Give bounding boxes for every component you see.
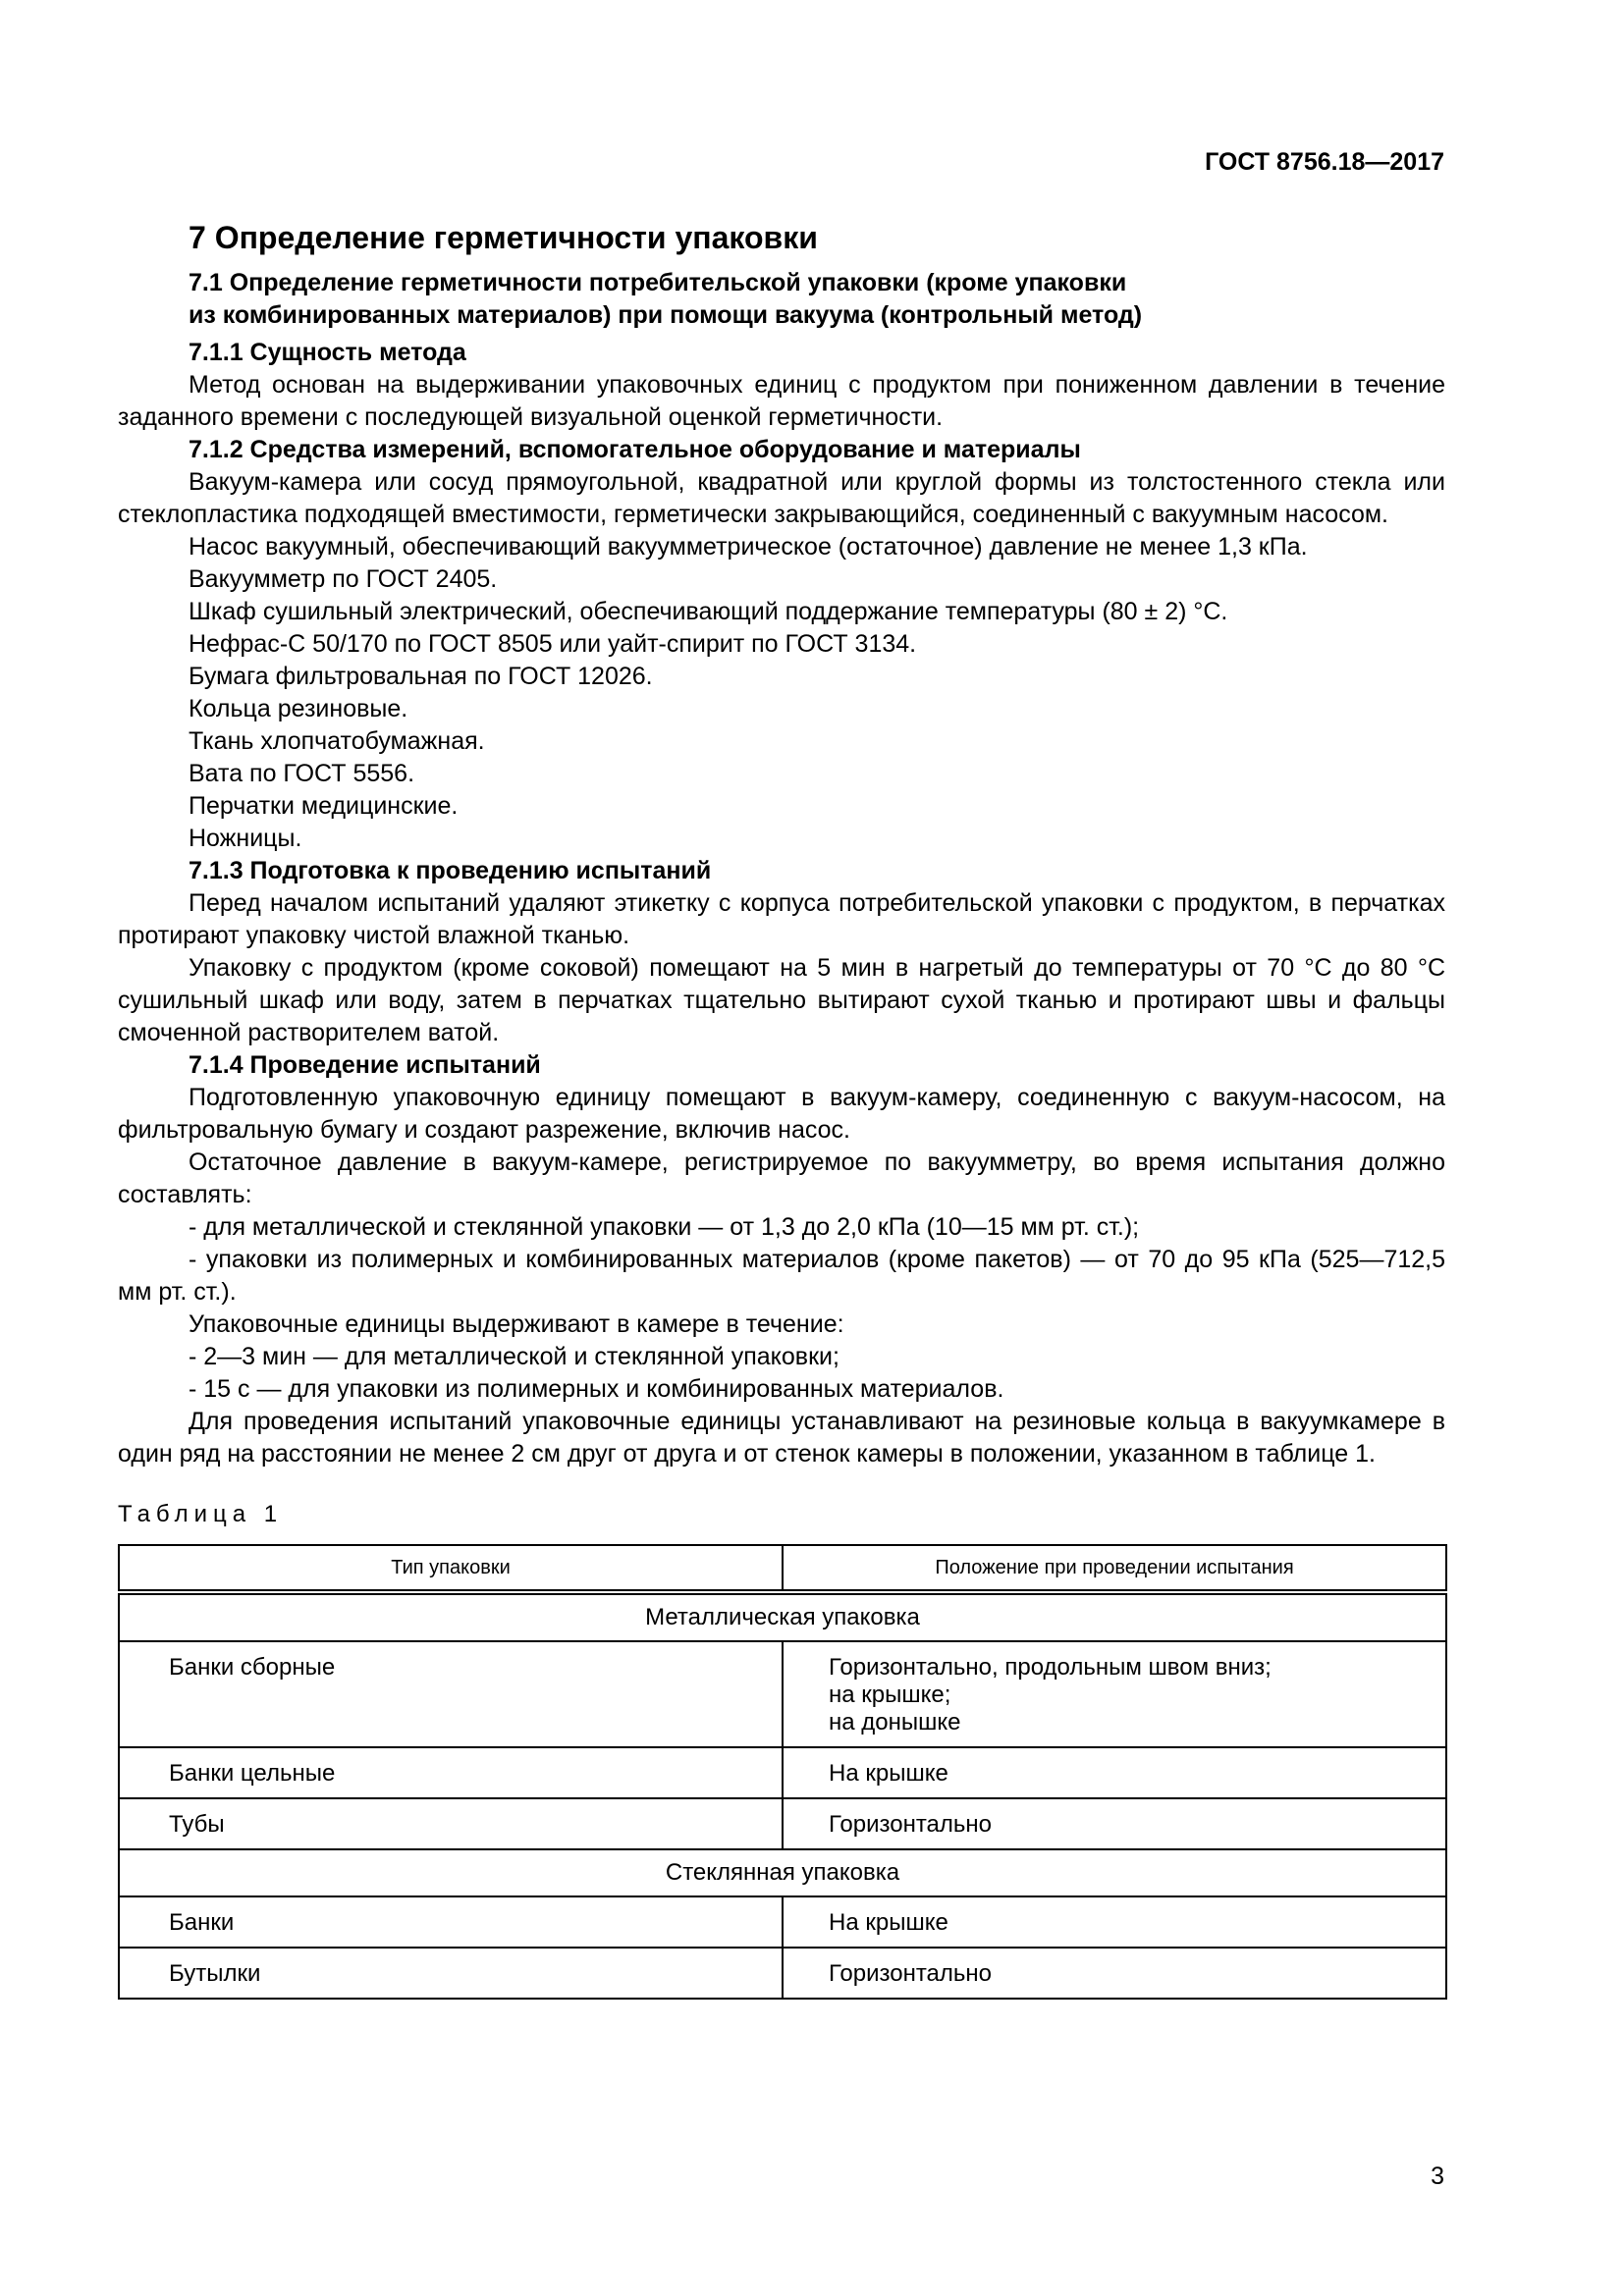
heading-7-1-4: 7.1.4 Проведение испытаний: [189, 1051, 541, 1079]
cell-position: Горизонтально: [783, 1798, 1446, 1849]
equipment-item: Вата по ГОСТ 5556.: [189, 760, 415, 787]
table-row: [119, 1948, 1446, 1999]
cell-position: [783, 1641, 1446, 1747]
section-title: 7 Определение герметичности упаковки: [189, 220, 818, 255]
table-row: [119, 1896, 1446, 1948]
cell-type: Банки: [119, 1896, 783, 1948]
column-header-position: Положение при проведении испытания: [783, 1545, 1446, 1592]
cell-position: На крышке: [783, 1747, 1446, 1798]
equipment-item: Шкаф сушильный электрический, обеспечивающий поддержание температуры (80 ± 2) °С.: [189, 598, 1228, 625]
list-item: - 15 с — для упаковки из полимерных и комбинированных материалов.: [189, 1375, 1004, 1403]
paragraph: Упаковку с продуктом (кроме соковой) помещают на 5 мин в нагретый до температуры от 70 °С до 80 °С сушильный шкаф или воду, затем в перчатках тщательно вытирают сухой тканью и протирают швы и фальцы смоченной растворителем ватой.: [118, 954, 1445, 1046]
equipment-item: Насос вакуумный, обеспечивающий вакуумметрическое (остаточное) давление не менее 1,3 кПа.: [189, 533, 1308, 561]
equipment-item: Нефрас-С 50/170 по ГОСТ 8505 или уайт-спирит по ГОСТ 3134.: [189, 630, 917, 658]
position-line: на донышке: [829, 1709, 961, 1735]
document-body: [118, 218, 1445, 2000]
table-group-row: [119, 1592, 1446, 1641]
page-number: 3: [1431, 2163, 1444, 2190]
list-item: - упаковки из полимерных и комбинированных материалов (кроме пакетов) — от 70 до 95 кПа (525—712,5 мм рт. ст.).: [118, 1246, 1445, 1306]
paragraph: Для проведения испытаний упаковочные единицы устанавливают на резиновые кольца в вакуумкамере в один ряд на расстоянии не менее 2 см друг от друга и от стенок камеры в положении, указанном в таблице 1.: [118, 1408, 1445, 1468]
subsection-title: [118, 267, 1445, 332]
paragraph: Остаточное давление в вакуум-камере, регистрируемое по вакуумметру, во время испытания должно составлять:: [118, 1148, 1445, 1208]
packaging-position-table: [118, 1544, 1447, 2000]
table-row: [119, 1641, 1446, 1747]
position-line: Горизонтально, продольным швом вниз;: [829, 1654, 1272, 1681]
subsection-title-line2: из комбинированных материалов) при помощи вакуума (контрольный метод): [189, 301, 1143, 329]
paragraph: Перед началом испытаний удаляют этикетку с корпуса потребительской упаковки с продуктом, в перчатках протирают упаковку чистой влажной тканью.: [118, 889, 1445, 949]
equipment-item: Ножницы.: [189, 825, 302, 852]
document-header: ГОСТ 8756.18—2017: [1205, 148, 1444, 176]
position-line: на крышке;: [829, 1682, 951, 1708]
equipment-item: Бумага фильтровальная по ГОСТ 12026.: [189, 663, 653, 690]
table-header-row: [119, 1545, 1446, 1592]
paragraph: Упаковочные единицы выдерживают в камере в течение:: [189, 1310, 844, 1338]
cell-position: На крышке: [783, 1896, 1446, 1948]
table-row: [119, 1747, 1446, 1798]
group-metal: Металлическая упаковка: [119, 1592, 1446, 1641]
paragraph: Вакуум-камера или сосуд прямоугольной, квадратной или круглой формы из толстостенного стекла или стеклопластика подходящей вместимости, герметически закрывающийся, соединенный с вакуумным насосом.: [118, 468, 1445, 528]
heading-7-1-1: 7.1.1 Сущность метода: [189, 339, 466, 366]
heading-7-1-2: 7.1.2 Средства измерений, вспомогательное оборудование и материалы: [189, 436, 1081, 463]
table-caption: Таблица 1: [118, 1501, 284, 1527]
cell-type: Банки цельные: [119, 1747, 783, 1798]
paragraph: Метод основан на выдерживании упаковочных единиц с продуктом при пониженном давлении в течение заданного времени с последующей визуальной оценкой герметичности.: [118, 371, 1445, 431]
table-group-row: [119, 1849, 1446, 1896]
equipment-item: Вакуумметр по ГОСТ 2405.: [189, 565, 498, 593]
list-item: - 2—3 мин — для металлической и стеклянной упаковки;: [189, 1343, 839, 1370]
equipment-item: Ткань хлопчатобумажная.: [189, 727, 485, 755]
list-item: - для металлической и стеклянной упаковки — от 1,3 до 2,0 кПа (10—15 мм рт. ст.);: [189, 1213, 1140, 1241]
cell-type: Бутылки: [119, 1948, 783, 1999]
heading-7-1-3: 7.1.3 Подготовка к проведению испытаний: [189, 857, 712, 884]
paragraph: Подготовленную упаковочную единицу помещают в вакуум-камеру, соединенную с вакуум-насосом, на фильтровальную бумагу и создают разрежение, включив насос.: [118, 1084, 1445, 1144]
equipment-item: Перчатки медицинские.: [189, 792, 459, 820]
group-glass: Стеклянная упаковка: [119, 1849, 1446, 1896]
equipment-item: Кольца резиновые.: [189, 695, 408, 722]
subsection-title-line1: 7.1 Определение герметичности потребительской упаковки (кроме упаковки: [189, 269, 1127, 296]
cell-type: Тубы: [119, 1798, 783, 1849]
table-row: [119, 1798, 1446, 1849]
cell-type: Банки сборные: [119, 1641, 783, 1747]
column-header-type: Тип упаковки: [119, 1545, 783, 1592]
cell-position: Горизонтально: [783, 1948, 1446, 1999]
